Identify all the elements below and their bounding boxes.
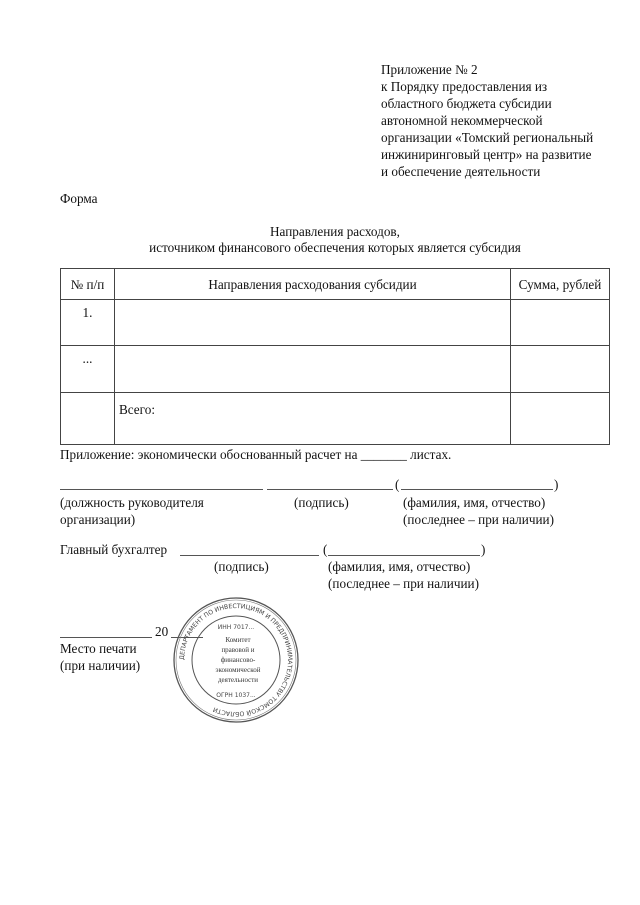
name-underline: [401, 489, 553, 490]
accountant-name-caption: (последнее – при наличии): [328, 576, 479, 591]
attachment-line: [60, 446, 451, 463]
official-stamp: [172, 596, 300, 724]
expenses-table: [60, 268, 610, 445]
table-row: [61, 346, 610, 393]
row-number: [61, 393, 115, 445]
appendix-line: Приложение № 2: [381, 62, 478, 77]
stamp-inner-line: деятельности: [217, 676, 259, 684]
signature-underline: [267, 489, 393, 490]
stamp-inn: ИНН 7017...: [217, 624, 255, 631]
appendix-line: областного бюджета субсидии: [381, 96, 552, 111]
appendix-line: к Порядку предоставления из: [381, 79, 548, 94]
table-header-row: [61, 269, 610, 300]
attachment-suffix: листах.: [410, 447, 452, 462]
position-caption: (должность руководителя: [60, 495, 204, 510]
position-underline: [60, 489, 263, 490]
row-sum: [511, 300, 610, 346]
paren-open: (: [395, 477, 400, 492]
accountant-name-caption: (фамилия, имя, отчество): [328, 559, 471, 574]
row-sum: [511, 393, 610, 445]
table-row: [61, 300, 610, 346]
accountant-label: Главный бухгалтер: [60, 542, 168, 557]
seal-place-caption: (при наличии): [60, 658, 141, 673]
stamp-inner-line: финансово-: [220, 656, 256, 664]
stamp-ring-text: ДЕПАРТАМЕНТ ПО ИНВЕСТИЦИЯМ И ПРЕДПРИНИМАТЕЛЬСТВУ ТОМСКОЙ ОБЛАСТИ: [178, 602, 294, 718]
header-number: № п/п: [61, 269, 115, 300]
header-sum: Сумма, рублей: [511, 269, 610, 300]
row-sum: [511, 346, 610, 393]
attachment-prefix: Приложение: экономически обоснованный расчет на: [60, 447, 358, 462]
seal-place-caption: Место печати: [60, 641, 137, 656]
date-underline: [60, 637, 152, 638]
stamp-ogrn: ОГРН 1037...: [216, 692, 256, 699]
form-label: Форма: [60, 191, 98, 206]
date-year-prefix: 20: [155, 624, 169, 639]
paren-open: (: [323, 542, 328, 557]
paren-close: ): [554, 477, 559, 492]
row-direction: [115, 346, 511, 393]
table-row-total: [61, 393, 610, 445]
name-caption: (фамилия, имя, отчество): [403, 495, 546, 510]
row-total-label: Всего:: [115, 393, 511, 445]
row-direction: [115, 300, 511, 346]
title-line-1: Направления расходов,: [270, 224, 400, 239]
appendix-line: автономной некоммерческой: [381, 113, 543, 128]
position-caption: организации): [60, 512, 136, 527]
stamp-inner-line: правовой и: [221, 646, 255, 654]
accountant-signature-caption: (подпись): [214, 559, 269, 574]
paren-close: ): [481, 542, 486, 557]
row-number: 1.: [61, 300, 115, 346]
accountant-name-underline: [328, 555, 480, 556]
appendix-line: инжиниринговый центр» на развитие: [381, 147, 592, 162]
header-direction: Направления расходования субсидии: [115, 269, 511, 300]
stamp-inner-line: Комитет: [225, 636, 251, 644]
appendix-line: организации «Томский региональный: [381, 130, 594, 145]
row-number: ...: [61, 346, 115, 393]
stamp-inner-line: экономической: [215, 666, 261, 674]
attachment-blank: _______: [360, 447, 407, 462]
signature-caption: (подпись): [294, 495, 349, 510]
accountant-signature-underline: [180, 555, 319, 556]
name-caption: (последнее – при наличии): [403, 512, 554, 527]
title-line-2: источником финансового обеспечения которых является субсидия: [149, 240, 521, 255]
appendix-block: [381, 61, 593, 180]
appendix-line: и обеспечение деятельности: [381, 164, 541, 179]
